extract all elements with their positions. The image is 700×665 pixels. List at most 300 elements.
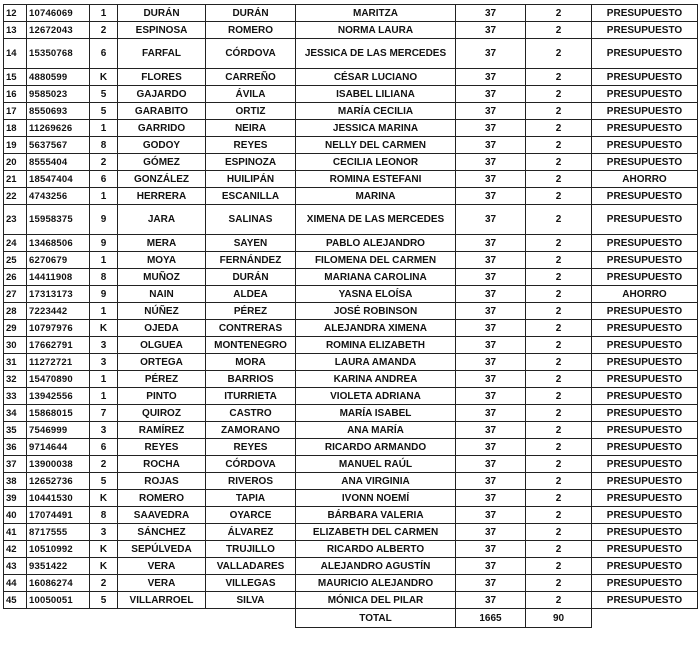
table-row [4,252,698,269]
table-row [4,490,698,507]
funding-type-cell: PRESUPUESTO [592,103,698,120]
row-number-cell: 45 [4,592,27,609]
given-names-cell: ALEJANDRO AGUSTÍN [296,558,456,575]
funding-type-cell: PRESUPUESTO [592,490,698,507]
first-surname-cell: SEPÚLVEDA [118,541,206,558]
digit-value-cell: 37 [456,235,526,252]
check-digit-cell: K [90,320,118,337]
digit-value-cell: 37 [456,490,526,507]
given-names-cell: ROMINA ELIZABETH [296,337,456,354]
table-row [4,205,698,235]
table-row [4,86,698,103]
first-surname-cell: PÉREZ [118,371,206,388]
second-surname-cell: REYES [206,439,296,456]
check-digit-cell: 9 [90,205,118,235]
count-value-cell: 2 [526,575,592,592]
second-surname-cell: PÉREZ [206,303,296,320]
count-value-cell: 2 [526,473,592,490]
second-surname-cell: TRUJILLO [206,541,296,558]
row-number-cell: 30 [4,337,27,354]
second-surname-cell: NEIRA [206,120,296,137]
id-number-cell: 11269626 [27,120,90,137]
check-digit-cell: K [90,558,118,575]
row-number-cell: 24 [4,235,27,252]
table-row [4,69,698,86]
total-row [4,609,698,628]
count-value-cell: 2 [526,39,592,69]
first-surname-cell: HERRERA [118,188,206,205]
given-names-cell: IVONN NOEMÍ [296,490,456,507]
second-surname-cell: MORA [206,354,296,371]
check-digit-cell: 3 [90,354,118,371]
first-surname-cell: NAIN [118,286,206,303]
funding-type-cell: PRESUPUESTO [592,5,698,22]
count-value-cell: 2 [526,120,592,137]
table-row [4,137,698,154]
count-value-cell: 2 [526,235,592,252]
second-surname-cell: REYES [206,137,296,154]
check-digit-cell: 5 [90,103,118,120]
first-surname-cell: SÁNCHEZ [118,524,206,541]
given-names-cell: ISABEL LILIANA [296,86,456,103]
first-surname-cell: FARFAL [118,39,206,69]
id-number-cell: 15350768 [27,39,90,69]
funding-type-cell: PRESUPUESTO [592,120,698,137]
funding-type-cell: PRESUPUESTO [592,320,698,337]
row-number-cell: 31 [4,354,27,371]
funding-type-cell: PRESUPUESTO [592,269,698,286]
given-names-cell: MANUEL RAÚL [296,456,456,473]
id-number-cell: 13942556 [27,388,90,405]
first-surname-cell: VERA [118,575,206,592]
given-names-cell: ANA MARÍA [296,422,456,439]
count-value-cell: 2 [526,422,592,439]
id-number-cell: 12672043 [27,22,90,39]
count-value-cell: 2 [526,558,592,575]
given-names-cell: XIMENA DE LAS MERCEDES [296,205,456,235]
table-row [4,524,698,541]
row-number-cell: 33 [4,388,27,405]
table-row [4,269,698,286]
total-label: TOTAL [296,609,456,628]
row-number-cell: 18 [4,120,27,137]
table-row [4,120,698,137]
given-names-cell: PABLO ALEJANDRO [296,235,456,252]
first-surname-cell: FLORES [118,69,206,86]
check-digit-cell: 9 [90,286,118,303]
check-digit-cell: 1 [90,188,118,205]
table-row [4,337,698,354]
check-digit-cell: 1 [90,303,118,320]
id-number-cell: 14411908 [27,269,90,286]
count-value-cell: 2 [526,286,592,303]
digit-value-cell: 37 [456,541,526,558]
second-surname-cell: MONTENEGRO [206,337,296,354]
second-surname-cell: ÁVILA [206,86,296,103]
count-value-cell: 2 [526,171,592,188]
check-digit-cell: 3 [90,422,118,439]
funding-type-cell: AHORRO [592,286,698,303]
id-number-cell: 8555404 [27,154,90,171]
second-surname-cell: FERNÁNDEZ [206,252,296,269]
row-number-cell: 21 [4,171,27,188]
given-names-cell: LAURA AMANDA [296,354,456,371]
given-names-cell: MAURICIO ALEJANDRO [296,575,456,592]
row-number-cell: 34 [4,405,27,422]
count-value-cell: 2 [526,405,592,422]
id-number-cell: 15868015 [27,405,90,422]
digit-value-cell: 37 [456,137,526,154]
check-digit-cell: 1 [90,252,118,269]
given-names-cell: YASNA ELOÍSA [296,286,456,303]
table-row [4,388,698,405]
funding-type-cell: PRESUPUESTO [592,205,698,235]
check-digit-cell: 6 [90,39,118,69]
check-digit-cell: 8 [90,269,118,286]
second-surname-cell: CARREÑO [206,69,296,86]
row-number-cell: 17 [4,103,27,120]
first-surname-cell: MERA [118,235,206,252]
check-digit-cell: K [90,490,118,507]
given-names-cell: KARINA ANDREA [296,371,456,388]
id-number-cell: 11272721 [27,354,90,371]
table-row [4,171,698,188]
funding-type-cell: PRESUPUESTO [592,473,698,490]
id-number-cell: 9714644 [27,439,90,456]
row-number-cell: 40 [4,507,27,524]
count-value-cell: 2 [526,137,592,154]
first-surname-cell: RAMÍREZ [118,422,206,439]
count-value-cell: 2 [526,303,592,320]
second-surname-cell: ÁLVAREZ [206,524,296,541]
funding-type-cell: PRESUPUESTO [592,235,698,252]
digit-value-cell: 37 [456,103,526,120]
first-surname-cell: GODOY [118,137,206,154]
count-value-cell: 2 [526,252,592,269]
first-surname-cell: GARABITO [118,103,206,120]
second-surname-cell: ESPINOZA [206,154,296,171]
second-surname-cell: ORTIZ [206,103,296,120]
count-value-cell: 2 [526,5,592,22]
first-surname-cell: GAJARDO [118,86,206,103]
roster-table [3,4,698,628]
given-names-cell: NORMA LAURA [296,22,456,39]
count-value-cell: 2 [526,371,592,388]
row-number-cell: 43 [4,558,27,575]
table-row [4,103,698,120]
id-number-cell: 10746069 [27,5,90,22]
row-number-cell: 35 [4,422,27,439]
digit-value-cell: 37 [456,269,526,286]
first-surname-cell: MOYA [118,252,206,269]
digit-value-cell: 37 [456,252,526,269]
second-surname-cell: SAYEN [206,235,296,252]
id-number-cell: 7546999 [27,422,90,439]
first-surname-cell: ORTEGA [118,354,206,371]
second-surname-cell: VILLEGAS [206,575,296,592]
count-value-cell: 2 [526,592,592,609]
table-row [4,235,698,252]
check-digit-cell: K [90,69,118,86]
given-names-cell: MARINA [296,188,456,205]
first-surname-cell: ROMERO [118,490,206,507]
second-surname-cell: DURÁN [206,269,296,286]
row-number-cell: 29 [4,320,27,337]
count-value-cell: 2 [526,154,592,171]
table-row [4,473,698,490]
id-number-cell: 17074491 [27,507,90,524]
table-row [4,354,698,371]
given-names-cell: ALEJANDRA XIMENA [296,320,456,337]
first-surname-cell: OLGUEA [118,337,206,354]
row-number-cell: 15 [4,69,27,86]
count-value-cell: 2 [526,69,592,86]
id-number-cell: 10050051 [27,592,90,609]
funding-type-cell: PRESUPUESTO [592,524,698,541]
funding-type-cell: PRESUPUESTO [592,422,698,439]
digit-value-cell: 37 [456,405,526,422]
digit-value-cell: 37 [456,592,526,609]
row-number-cell: 27 [4,286,27,303]
first-surname-cell: JARA [118,205,206,235]
funding-type-cell: PRESUPUESTO [592,354,698,371]
id-number-cell: 8717555 [27,524,90,541]
check-digit-cell: 2 [90,22,118,39]
check-digit-cell: 1 [90,371,118,388]
count-value-cell: 2 [526,103,592,120]
id-number-cell: 15470890 [27,371,90,388]
count-value-cell: 2 [526,541,592,558]
given-names-cell: JESSICA MARINA [296,120,456,137]
second-surname-cell: VALLADARES [206,558,296,575]
count-value-cell: 2 [526,524,592,541]
row-number-cell: 22 [4,188,27,205]
funding-type-cell: PRESUPUESTO [592,154,698,171]
table-row [4,286,698,303]
second-surname-cell: SILVA [206,592,296,609]
id-number-cell: 13900038 [27,456,90,473]
id-number-cell: 6270679 [27,252,90,269]
given-names-cell: MARIANA CAROLINA [296,269,456,286]
funding-type-cell: PRESUPUESTO [592,388,698,405]
given-names-cell: MÓNICA DEL PILAR [296,592,456,609]
row-number-cell: 44 [4,575,27,592]
total-digit-sum: 1665 [456,609,526,628]
digit-value-cell: 37 [456,303,526,320]
given-names-cell: CECILIA LEONOR [296,154,456,171]
first-surname-cell: NÚÑEZ [118,303,206,320]
table-row [4,303,698,320]
funding-type-cell: PRESUPUESTO [592,188,698,205]
funding-type-cell: AHORRO [592,171,698,188]
digit-value-cell: 37 [456,86,526,103]
id-number-cell: 10441530 [27,490,90,507]
given-names-cell: MARÍA CECILIA [296,103,456,120]
row-number-cell: 13 [4,22,27,39]
check-digit-cell: K [90,541,118,558]
count-value-cell: 2 [526,388,592,405]
digit-value-cell: 37 [456,320,526,337]
check-digit-cell: 2 [90,456,118,473]
given-names-cell: RICARDO ALBERTO [296,541,456,558]
row-number-cell: 23 [4,205,27,235]
check-digit-cell: 1 [90,120,118,137]
second-surname-cell: BARRIOS [206,371,296,388]
funding-type-cell: PRESUPUESTO [592,456,698,473]
funding-type-cell: PRESUPUESTO [592,558,698,575]
row-number-cell: 14 [4,39,27,69]
row-number-cell: 12 [4,5,27,22]
check-digit-cell: 9 [90,235,118,252]
digit-value-cell: 37 [456,388,526,405]
row-number-cell: 39 [4,490,27,507]
second-surname-cell: TAPIA [206,490,296,507]
id-number-cell: 18547404 [27,171,90,188]
digit-value-cell: 37 [456,507,526,524]
given-names-cell: JOSÉ ROBINSON [296,303,456,320]
row-number-cell: 38 [4,473,27,490]
funding-type-cell: PRESUPUESTO [592,303,698,320]
count-value-cell: 2 [526,188,592,205]
first-surname-cell: SAAVEDRA [118,507,206,524]
given-names-cell: VIOLETA ADRIANA [296,388,456,405]
count-value-cell: 2 [526,320,592,337]
table-row [4,507,698,524]
given-names-cell: ANA VIRGINIA [296,473,456,490]
first-surname-cell: DURÁN [118,5,206,22]
count-value-cell: 2 [526,86,592,103]
table-row [4,575,698,592]
check-digit-cell: 5 [90,473,118,490]
id-number-cell: 9351422 [27,558,90,575]
first-surname-cell: MUÑOZ [118,269,206,286]
table-row [4,39,698,69]
second-surname-cell: CASTRO [206,405,296,422]
second-surname-cell: ZAMORANO [206,422,296,439]
id-number-cell: 9585023 [27,86,90,103]
first-surname-cell: VILLARROEL [118,592,206,609]
count-value-cell: 2 [526,337,592,354]
digit-value-cell: 37 [456,171,526,188]
second-surname-cell: ROMERO [206,22,296,39]
id-number-cell: 7223442 [27,303,90,320]
funding-type-cell: PRESUPUESTO [592,86,698,103]
total-spacer [4,609,296,628]
check-digit-cell: 6 [90,439,118,456]
table-row [4,320,698,337]
funding-type-cell: PRESUPUESTO [592,507,698,524]
funding-type-cell: PRESUPUESTO [592,252,698,269]
digit-value-cell: 37 [456,575,526,592]
check-digit-cell: 1 [90,5,118,22]
count-value-cell: 2 [526,205,592,235]
first-surname-cell: GARRIDO [118,120,206,137]
given-names-cell: BÁRBARA VALERIA [296,507,456,524]
row-number-cell: 42 [4,541,27,558]
id-number-cell: 4880599 [27,69,90,86]
count-value-cell: 2 [526,439,592,456]
row-number-cell: 28 [4,303,27,320]
id-number-cell: 4743256 [27,188,90,205]
count-value-cell: 2 [526,456,592,473]
count-value-cell: 2 [526,22,592,39]
count-value-cell: 2 [526,354,592,371]
digit-value-cell: 37 [456,337,526,354]
row-number-cell: 26 [4,269,27,286]
given-names-cell: MARITZA [296,5,456,22]
check-digit-cell: 5 [90,592,118,609]
total-count-sum: 90 [526,609,592,628]
funding-type-cell: PRESUPUESTO [592,439,698,456]
check-digit-cell: 8 [90,137,118,154]
digit-value-cell: 37 [456,22,526,39]
table-row [4,154,698,171]
total-trailing-spacer [592,609,698,628]
funding-type-cell: PRESUPUESTO [592,405,698,422]
digit-value-cell: 37 [456,473,526,490]
first-surname-cell: ESPINOSA [118,22,206,39]
check-digit-cell: 7 [90,405,118,422]
given-names-cell: NELLY DEL CARMEN [296,137,456,154]
table-row [4,541,698,558]
table-row [4,22,698,39]
count-value-cell: 2 [526,269,592,286]
second-surname-cell: OYARCE [206,507,296,524]
table-row [4,188,698,205]
second-surname-cell: HUILIPÁN [206,171,296,188]
digit-value-cell: 37 [456,5,526,22]
id-number-cell: 15958375 [27,205,90,235]
row-number-cell: 16 [4,86,27,103]
second-surname-cell: ITURRIETA [206,388,296,405]
id-number-cell: 16086274 [27,575,90,592]
digit-value-cell: 37 [456,154,526,171]
check-digit-cell: 5 [90,86,118,103]
given-names-cell: ELIZABETH DEL CARMEN [296,524,456,541]
id-number-cell: 5637567 [27,137,90,154]
id-number-cell: 10797976 [27,320,90,337]
table-row [4,592,698,609]
table-row [4,405,698,422]
funding-type-cell: PRESUPUESTO [592,575,698,592]
count-value-cell: 2 [526,507,592,524]
given-names-cell: CÉSAR LUCIANO [296,69,456,86]
check-digit-cell: 8 [90,507,118,524]
digit-value-cell: 37 [456,456,526,473]
id-number-cell: 13468506 [27,235,90,252]
row-number-cell: 37 [4,456,27,473]
digit-value-cell: 37 [456,205,526,235]
given-names-cell: JESSICA DE LAS MERCEDES [296,39,456,69]
second-surname-cell: ESCANILLA [206,188,296,205]
table-row [4,371,698,388]
second-surname-cell: DURÁN [206,5,296,22]
first-surname-cell: ROJAS [118,473,206,490]
funding-type-cell: PRESUPUESTO [592,337,698,354]
digit-value-cell: 37 [456,39,526,69]
digit-value-cell: 37 [456,439,526,456]
row-number-cell: 25 [4,252,27,269]
first-surname-cell: OJEDA [118,320,206,337]
given-names-cell: MARÍA ISABEL [296,405,456,422]
given-names-cell: RICARDO ARMANDO [296,439,456,456]
second-surname-cell: SALINAS [206,205,296,235]
funding-type-cell: PRESUPUESTO [592,22,698,39]
funding-type-cell: PRESUPUESTO [592,541,698,558]
digit-value-cell: 37 [456,354,526,371]
first-surname-cell: QUIROZ [118,405,206,422]
id-number-cell: 17662791 [27,337,90,354]
